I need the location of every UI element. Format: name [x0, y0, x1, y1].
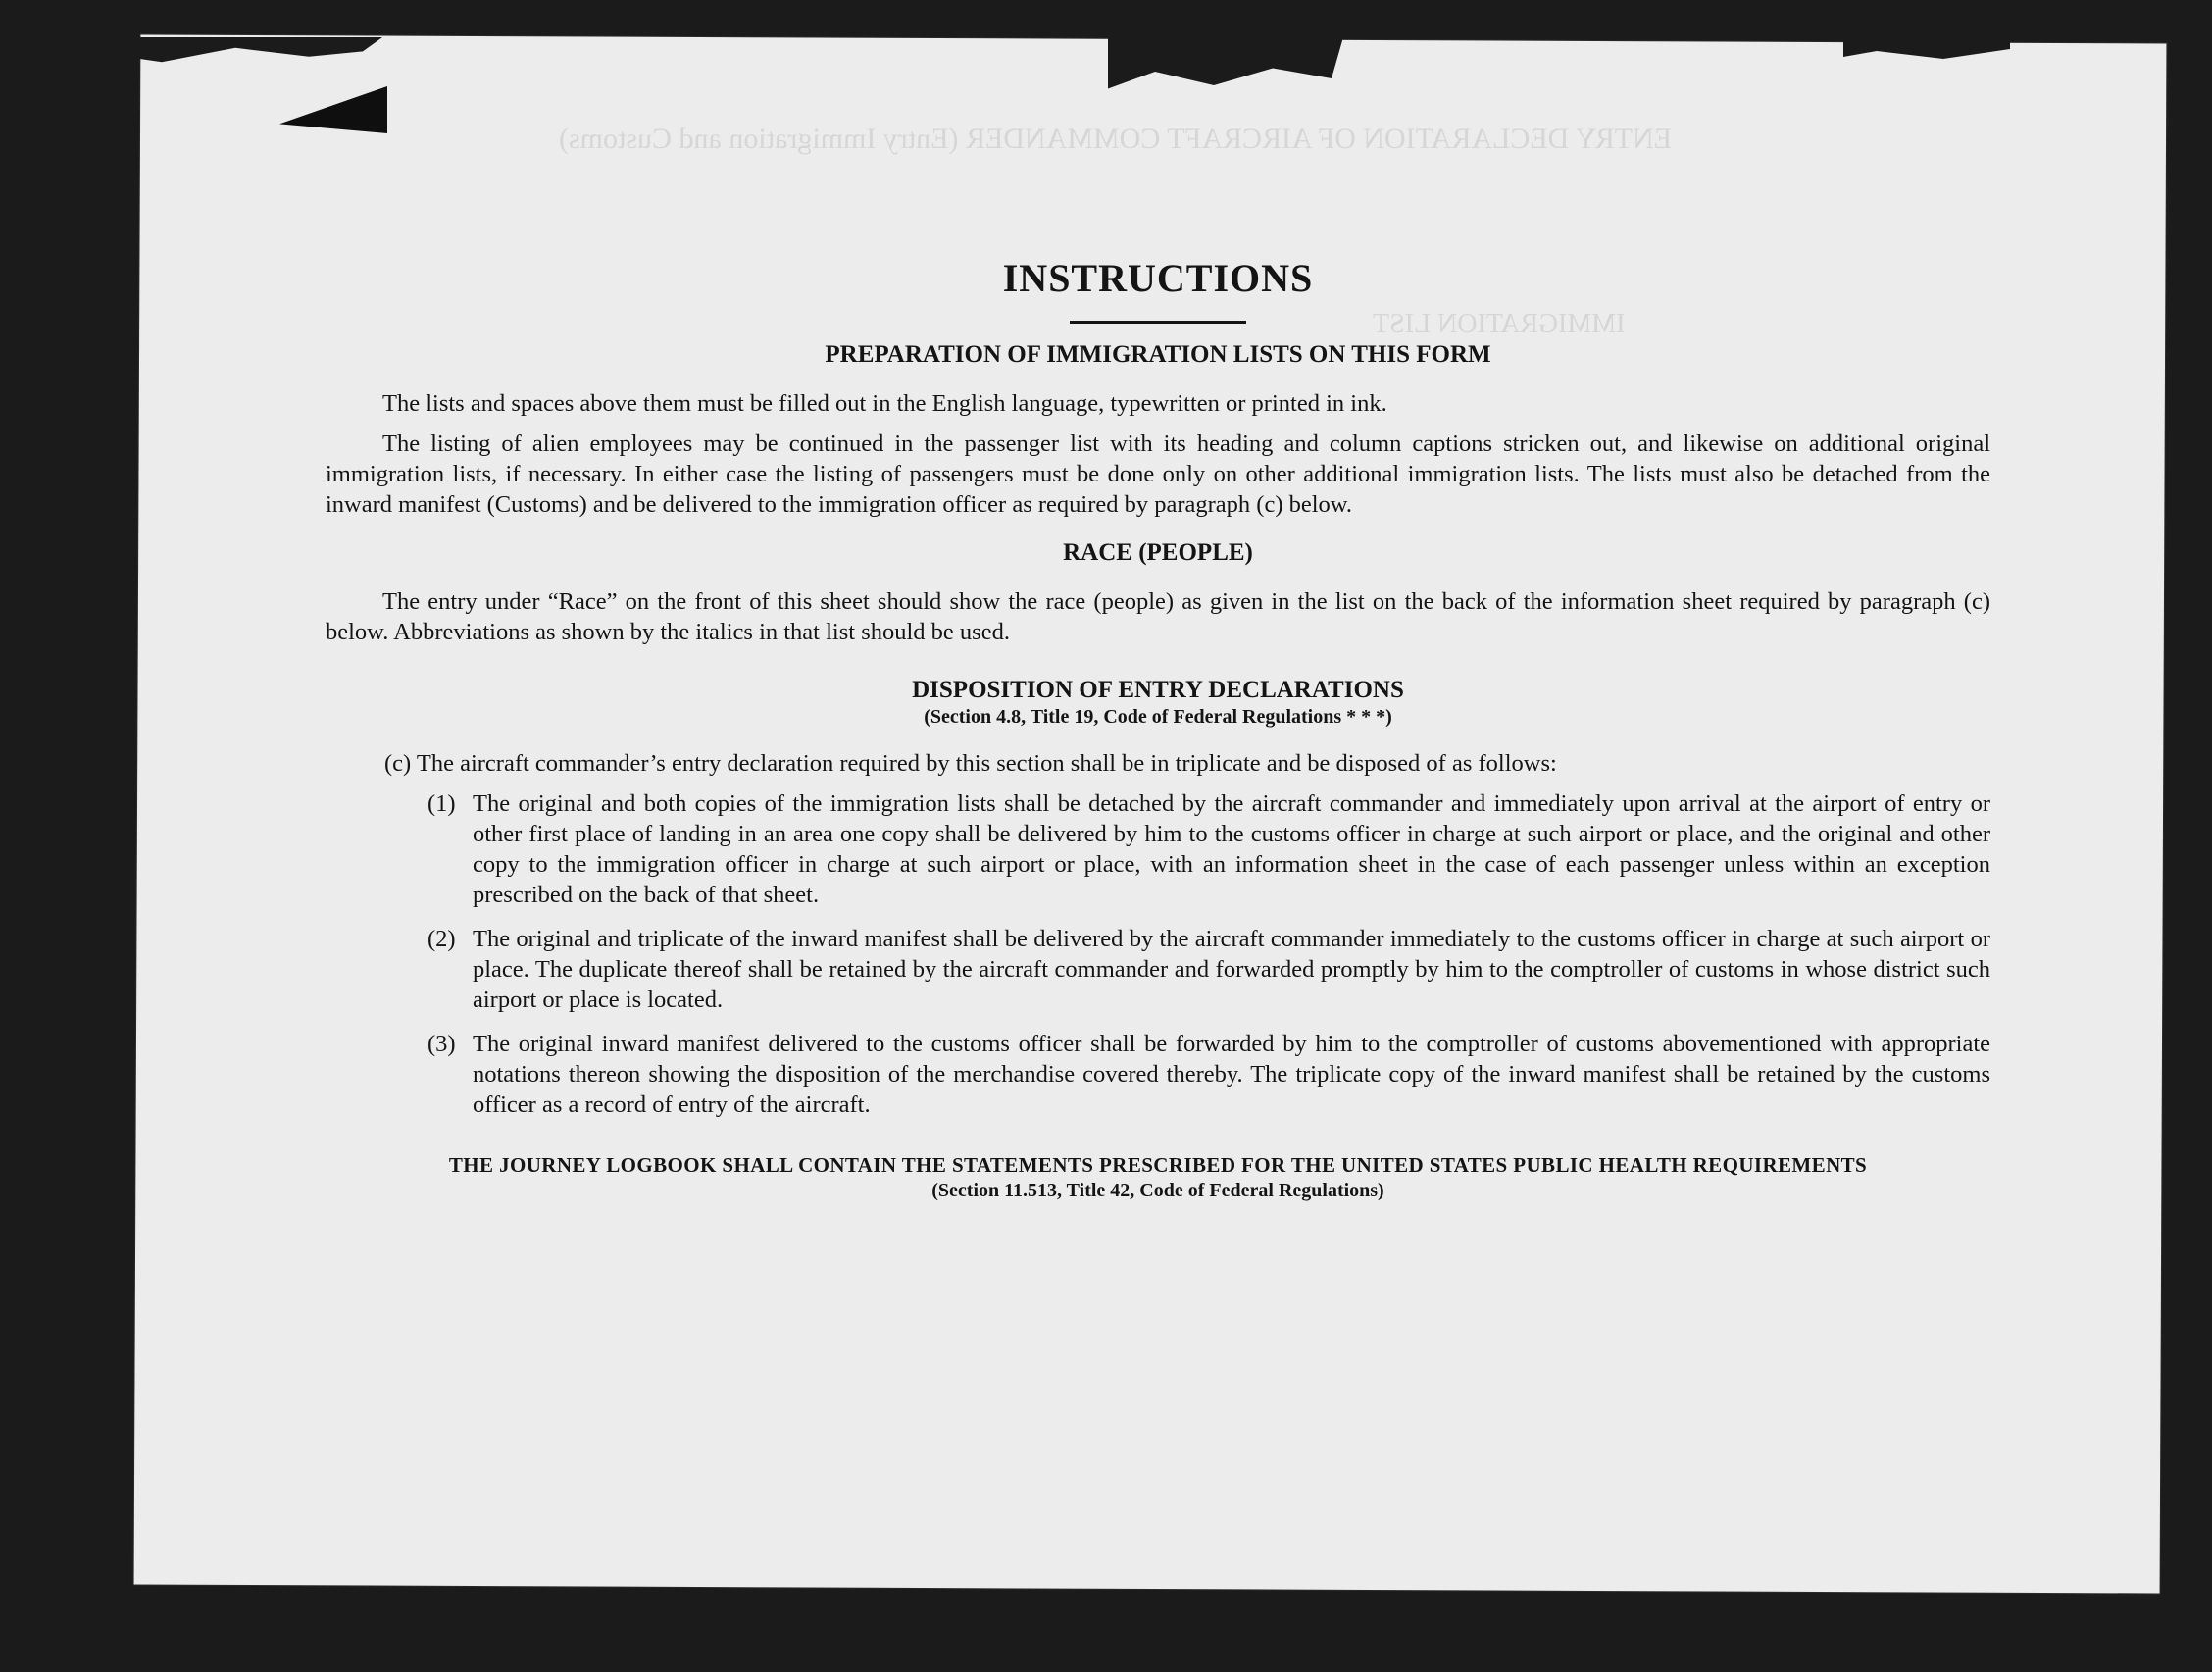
section-citation: (Section 4.8, Title 19, Code of Federal Regulations * * *): [924, 706, 1392, 728]
instructions-page: [326, 255, 1990, 1202]
section-heading-preparation: PREPARATION OF IMMIGRATION LISTS ON THIS FORM: [825, 341, 1491, 368]
list-item-text: The original inward manifest delivered to the customs officer shall be forwarded by him to the comptroller of customs abovementioned with appropriate notations thereon showing the disposition of the merchandise covered thereby. The triplicate copy of the inward manifest shall be retained by the customs officer as a record of entry of the aircraft.: [473, 1031, 1990, 1118]
list-item-text: The original and triplicate of the inward manifest shall be delivered by the aircraft commander immediately to the customs officer in charge at such airport or place. The duplicate thereof shall be retained by the aircraft commander and forwarded promptly by him to the comptroller of customs in whose district such airport or place is located.: [473, 926, 1990, 1013]
page-title: INSTRUCTIONS: [1002, 256, 1314, 300]
paragraph-lead: (c) The aircraft commander’s entry declaration required by this section shall be in triplicate and be disposed of as follows:: [384, 750, 1557, 777]
footer-heading: THE JOURNEY LOGBOOK SHALL CONTAIN THE STATEMENTS PRESCRIBED FOR THE UNITED STATES PUBLIC HEALTH REQUIREMENTS: [448, 1153, 1868, 1177]
list-item: [326, 924, 1990, 1015]
paragraph: The listing of alien employees may be continued in the passenger list with its heading and column captions stricken out, and likewise on additional original immigration lists, if necessary. In either case the listing of passengers must be done only on other additional immigration lists. The lists must also be detached from the inward manifest (Customs) and be delivered to the immigration officer as required by paragraph (c) below.: [326, 431, 1990, 518]
show-through-text: ENTRY DECLARATION OF AIRCRAFT COMMANDER (Entry Immigration and Customs): [559, 123, 1673, 155]
section-heading-race: RACE (PEOPLE): [1063, 539, 1253, 566]
paragraph: The entry under “Race” on the front of this sheet should show the race (people) as given in the list on the back of the information sheet required by paragraph (c) below. Abbreviations as shown by the italics in that list should be used.: [326, 588, 1990, 645]
list-item-number: (1): [427, 790, 456, 817]
title-rule: [1070, 321, 1246, 324]
list-item-number: (2): [427, 926, 456, 952]
list-item-text: The original and both copies of the immigration lists shall be detached by the aircraft commander and immediately upon arrival at the airport of entry or other first place of landing in an area one copy shall be delivered by him to the customs officer in charge at such airport or place, and the original and other copy to the immigration officer in charge at such airport or place, with an information sheet in the case of each passenger unless within an exception prescribed on the back of that sheet.: [473, 790, 1990, 908]
show-through-text: IMMIGRATION LIST: [1373, 309, 1626, 339]
paragraph: The lists and spaces above them must be filled out in the English language, typewritten or printed in ink.: [382, 390, 1387, 417]
list-item: [326, 1029, 1990, 1120]
footer-citation: (Section 11.513, Title 42, Code of Federal Regulations): [931, 1180, 1384, 1201]
section-heading-disposition: DISPOSITION OF ENTRY DECLARATIONS: [912, 677, 1404, 703]
list-item: [326, 788, 1990, 910]
list-item-number: (3): [427, 1031, 456, 1057]
